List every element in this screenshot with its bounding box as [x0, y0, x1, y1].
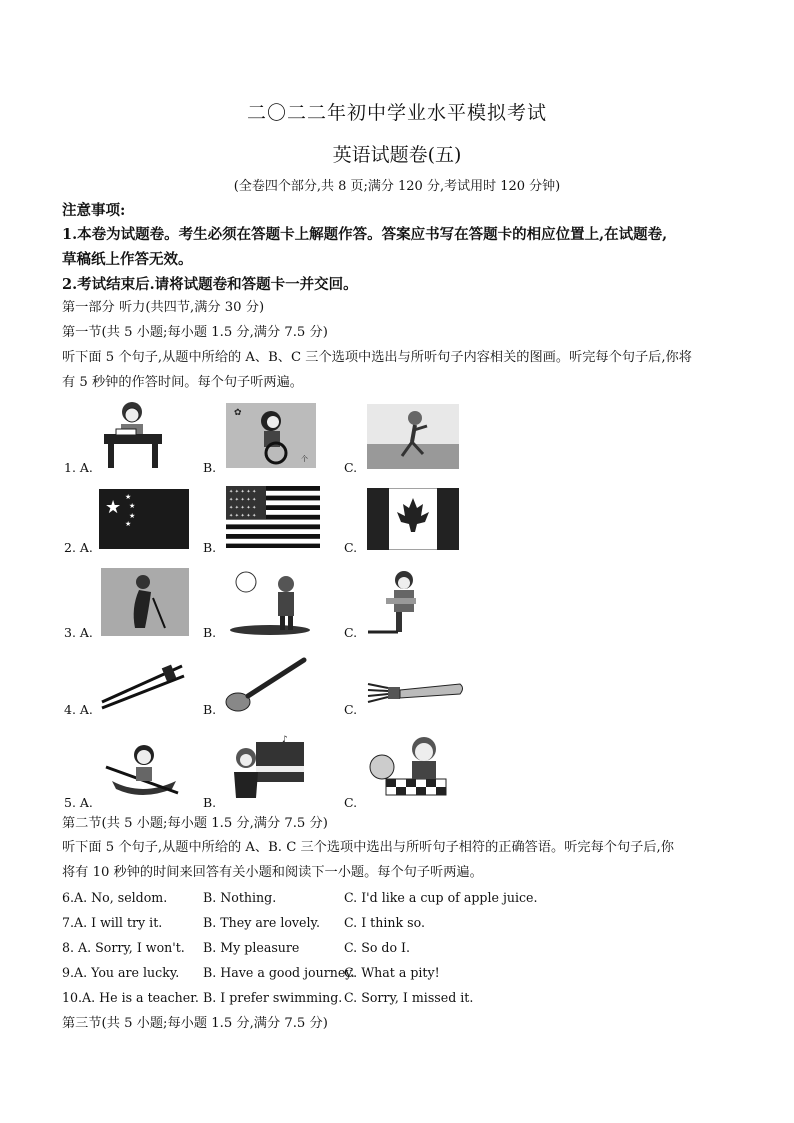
q7-option-b[interactable]: B. They are lovely.: [203, 915, 320, 930]
svg-text:★: ★: [129, 502, 136, 510]
q5-label-a: 5. A.: [64, 795, 93, 810]
svg-text:★: ★: [125, 520, 132, 528]
q3-label-a: 3. A.: [64, 625, 93, 640]
notice-line-2: 2.考试结束后.请将试题卷和答题卡一并交回。: [62, 276, 358, 293]
svg-text:♪: ♪: [282, 735, 288, 745]
usa-flag-image[interactable]: [226, 486, 320, 548]
kids-playing-chess-image[interactable]: [366, 733, 458, 801]
svg-text:个: 个: [301, 455, 308, 463]
q7-option-a[interactable]: 7.A. I will try it.: [62, 915, 163, 930]
q1-label-b: B.: [203, 460, 217, 475]
notice-line-1b: 草稿纸上作答无效。: [62, 251, 193, 268]
section2-instruction-1: 听下面 5 个句子,从题中所给的 A、B. C 三个选项中选出与所听句子相符的正确答语。听完每个句子后,你: [62, 840, 674, 855]
exam-subtitle: 英语试题卷(五): [332, 144, 462, 166]
q7-option-c[interactable]: C. I think so.: [344, 915, 425, 930]
exam-title: 二〇二二年初中学业水平模拟考试: [246, 102, 547, 124]
boy-cycling-image[interactable]: [226, 403, 316, 468]
q6-option-a[interactable]: 6.A. No, seldom.: [62, 890, 168, 905]
boy-rafting-image[interactable]: [102, 741, 182, 803]
girl-piano-image[interactable]: [226, 732, 306, 802]
student-writing-image[interactable]: [96, 398, 171, 470]
q2-label-c: C.: [344, 540, 358, 555]
section3-heading: 第三节(共 5 小题;每小题 1.5 分,满分 7.5 分): [62, 1016, 328, 1031]
svg-text:✦ ✦ ✦ ✦ ✦: ✦ ✦ ✦ ✦ ✦: [229, 489, 257, 495]
svg-text:★: ★: [129, 512, 136, 520]
part1-heading: 第一部分 听力(共四节,满分 30 分): [62, 300, 265, 315]
q2-label-b: B.: [203, 540, 217, 555]
fork-image[interactable]: [366, 678, 466, 708]
chopsticks-image[interactable]: [98, 660, 186, 710]
q1-label-a: 1. A.: [64, 460, 93, 475]
q8-option-c[interactable]: C. So do I.: [344, 940, 411, 955]
svg-text:★: ★: [125, 493, 132, 501]
q8-option-a[interactable]: 8. A. Sorry, I won't.: [62, 940, 185, 955]
q5-label-c: C.: [344, 795, 358, 810]
q5-label-b: B.: [203, 795, 217, 810]
canada-flag-image[interactable]: [367, 488, 459, 550]
svg-text:✦ ✦ ✦ ✦ ✦: ✦ ✦ ✦ ✦ ✦: [229, 513, 257, 519]
boy-running-image[interactable]: [367, 404, 459, 469]
svg-text:✦ ✦ ✦ ✦ ✦: ✦ ✦ ✦ ✦ ✦: [229, 505, 257, 511]
exam-note: (全卷四个部分,共 8 页;满分 120 分,考试用时 120 分钟): [233, 179, 561, 194]
section2-heading: 第二节(共 5 小题;每小题 1.5 分,满分 7.5 分): [62, 816, 328, 831]
svg-text:✿: ✿: [234, 408, 242, 418]
girl-stomachache-image[interactable]: [368, 568, 430, 636]
old-man-backache-image[interactable]: [101, 568, 189, 636]
q8-option-b[interactable]: B. My pleasure: [203, 940, 300, 955]
q9-option-a[interactable]: 9.A. You are lucky.: [62, 965, 180, 980]
q3-label-b: B.: [203, 625, 217, 640]
q6-option-c[interactable]: C. I'd like a cup of apple juice.: [344, 890, 538, 905]
spoon-image[interactable]: [224, 654, 310, 716]
section1-heading: 第一节(共 5 小题;每小题 1.5 分,满分 7.5 分): [62, 325, 328, 340]
q9-option-c[interactable]: C. What a pity!: [344, 965, 440, 980]
section1-instruction-2: 有 5 秒钟的作答时间。每个句子听两遍。: [62, 375, 303, 390]
svg-text:★: ★: [105, 497, 122, 518]
svg-text:✦ ✦ ✦ ✦ ✦: ✦ ✦ ✦ ✦ ✦: [229, 497, 257, 503]
q4-label-c: C.: [344, 702, 358, 717]
q10-option-c[interactable]: C. Sorry, I missed it.: [344, 990, 474, 1005]
q6-option-b[interactable]: B. Nothing.: [203, 890, 277, 905]
section2-instruction-2: 将有 10 秒钟的时间来回答有关小题和阅读下一小题。每个句子听两遍。: [62, 865, 483, 880]
notice-line-1: 1.本卷为试题卷。考生必须在答题卡上解题作答。答案应书写在答题卡的相应位置上,在试题卷,: [62, 226, 668, 243]
section1-instruction-1: 听下面 5 个句子,从题中所给的 A、B、C 三个选项中选出与所听句子内容相关的图画。听完每个句子后,你将: [62, 350, 692, 365]
man-toothache-image[interactable]: [228, 566, 313, 636]
q10-option-b[interactable]: B. I prefer swimming.: [203, 990, 343, 1005]
q4-label-a: 4. A.: [64, 702, 93, 717]
q2-label-a: 2. A.: [64, 540, 93, 555]
q3-label-c: C.: [344, 625, 358, 640]
q4-label-b: B.: [203, 702, 217, 717]
q1-label-c: C.: [344, 460, 358, 475]
notice-heading: 注意事项:: [62, 202, 126, 219]
china-flag-image[interactable]: [99, 489, 189, 549]
q10-option-a[interactable]: 10.A. He is a teacher.: [62, 990, 199, 1005]
q9-option-b[interactable]: B. Have a good journey.: [203, 965, 355, 980]
